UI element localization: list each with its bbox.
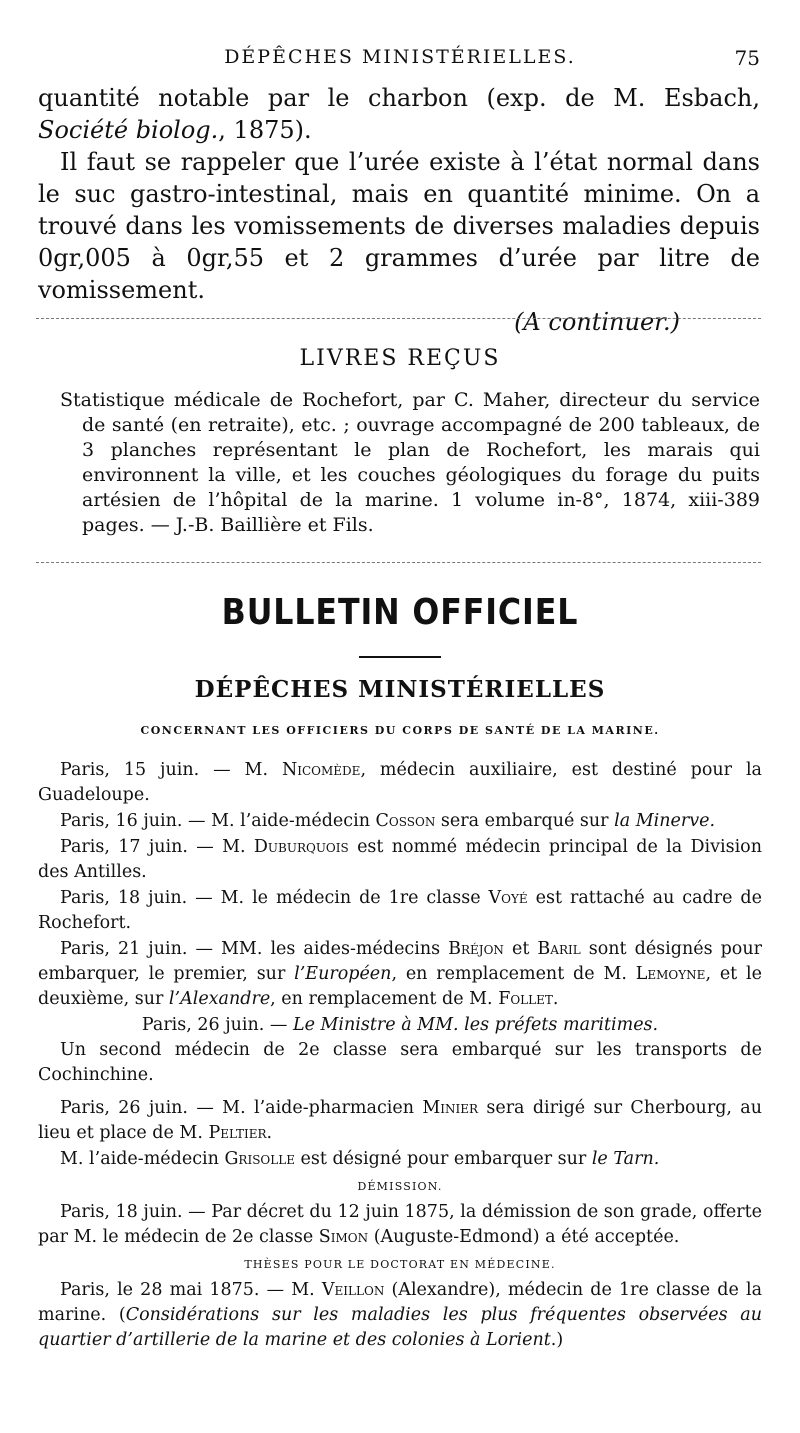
- dispatch-entry: Paris, 15 juin. — M. Nicomède, médecin auxiliaire, est destiné pour la Guadeloupe.: [38, 760, 762, 805]
- section-caption: CONCERNANT LES OFFICIERS DU CORPS DE SANTÉ DE LA MARINE.: [140, 724, 660, 737]
- livres-heading: LIVRES REÇUS: [299, 346, 501, 371]
- dispatch-entry: Paris, 21 juin. — MM. les aides-médecins Bréjon et Baril sont désignés pour embarquer, le premier, sur l’Européen, en remplacement de M. Lemoyne, et le deuxième, sur l’Alexandre, en remplacement de M. Follet.: [38, 939, 762, 1009]
- dispatch-entry: Un second médecin de 2e classe sera embarqué sur les transports de Cochinchine.: [38, 1040, 762, 1085]
- bulletin-title: BULLETIN OFFICIEL: [221, 592, 579, 633]
- running-title: DÉPÊCHES MINISTÉRIELLES.: [224, 46, 576, 68]
- continuer-note: (A continuer.): [514, 308, 680, 336]
- divider: [36, 318, 761, 319]
- dispatch-entry: Paris, 17 juin. — M. Duburquois est nommé médecin principal de la Division des Antilles.: [38, 837, 762, 882]
- dispatch-entry: Paris, 18 juin. — M. le médecin de 1re classe Voyé est rattaché au cadre de Rochefort.: [38, 888, 762, 933]
- page-number: 75: [734, 46, 760, 70]
- page-header: [0, 44, 800, 74]
- dispatch-list: [38, 758, 762, 1354]
- dispatch-heading: Paris, 26 juin. — Le Ministre à MM. les préfets maritimes.: [141, 1015, 659, 1035]
- intro-paragraph: Il faut se rappeler que l’urée existe à l’état normal dans le suc gastro-intestinal, mais en quantité minime. On a trouvé dans les vomissements de diverses maladies depuis 0gr,005 à 0gr,55 et 2 grammes d’urée par litre de vomissement.: [38, 148, 760, 304]
- short-divider: [359, 656, 441, 658]
- dispatch-entry: Paris, le 28 mai 1875. — M. Veillon (Alexandre), médecin de 1re classe de la marine. (Considérations sur les maladies les plus fréquentes observées au quartier d’artillerie de la marine et des colonies à Lorient.): [38, 1280, 763, 1350]
- demission-heading: DÉMISSION.: [357, 1180, 443, 1193]
- dispatch-entry: Paris, 26 juin. — M. l’aide-pharmacien Minier sera dirigé sur Cherbourg, au lieu et place de M. Peltier.: [38, 1098, 762, 1143]
- dispatch-entry: Paris, 18 juin. — Par décret du 12 juin 1875, la démission de son grade, offerte par M. le médecin de 2e classe Simon (Auguste-Edmond) a été acceptée.: [38, 1202, 762, 1247]
- section-subtitle: DÉPÊCHES MINISTÉRIELLES: [194, 676, 606, 703]
- dispatch-entry: M. l’aide-médecin Grisolle est désigné pour embarquer sur le Tarn.: [60, 1149, 660, 1169]
- divider: [36, 562, 761, 563]
- intro-text: [38, 82, 760, 338]
- journal-ref: Société biolog.: [38, 116, 219, 144]
- livres-section: [60, 388, 760, 538]
- intro-line: quantité notable par le charbon (exp. de M. Esbach, Société biolog., 1875).: [38, 84, 760, 144]
- theses-heading: THÈSES POUR LE DOCTORAT EN MÉDECINE.: [244, 1258, 556, 1271]
- dispatch-entry: Paris, 16 juin. — M. l’aide-médecin Cosson sera embarqué sur la Minerve.: [60, 811, 716, 831]
- livres-text: Statistique médicale de Rochefort, par C. Maher, directeur du service de santé (en retraite), etc. ; ouvrage accompagné de 200 tableaux, de 3 planches représentant le plan de Rochefort, les marais qui environnent la ville, et les couches géologiques du forage du puits artésien de l’hôpital de la marine. 1 volume in-8°, 1874, xiii-389 pages. — J.-B. Baillière et Fils.: [60, 389, 760, 536]
